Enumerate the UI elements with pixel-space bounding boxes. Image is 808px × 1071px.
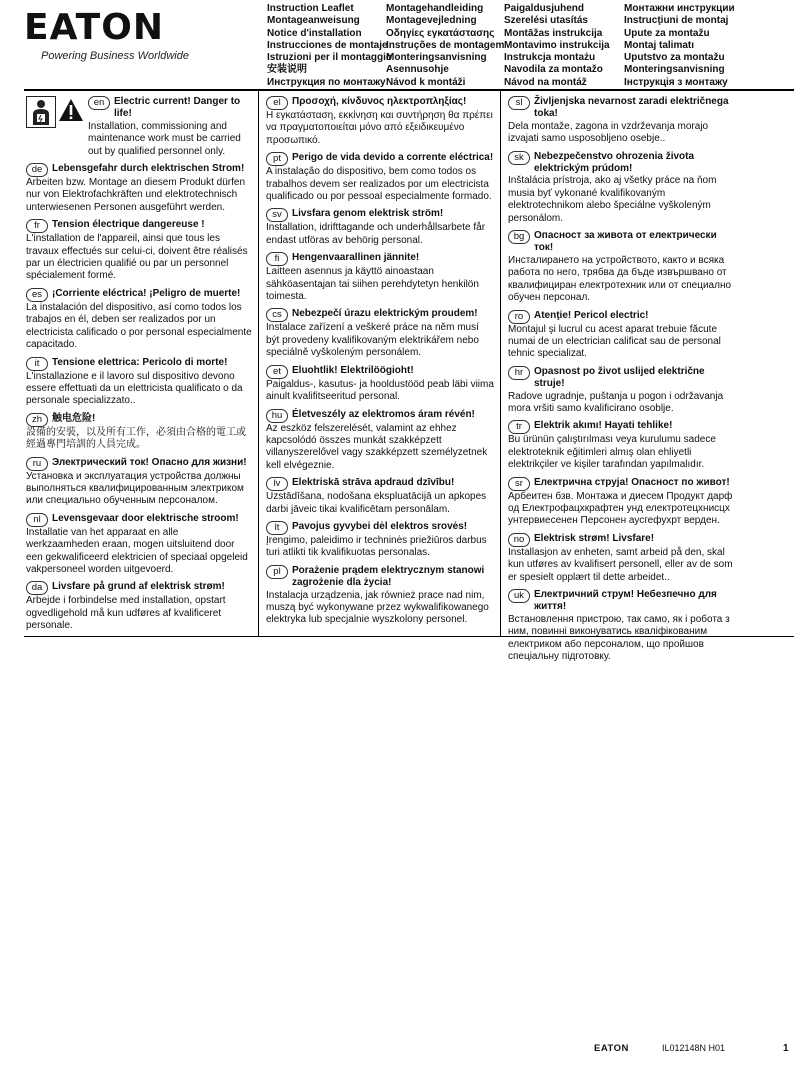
language-code: pt [266, 152, 288, 166]
language-code: et [266, 365, 288, 379]
language-code: ru [26, 457, 48, 471]
warning-text: Įrengimo, paleidimo ir techninės priežiūros darbus turi atlikti tik kvalifikuotas personalas. [266, 534, 487, 559]
warning-block-es [26, 288, 252, 352]
warning-text: Paigaldus-, kasutus- ja hooldustööd peab läbi viima ainult kvalifitseeritud personal. [266, 378, 494, 403]
warning-title: Nebezpečenstvo ohrozenia života elektrickým prúdom! [534, 150, 695, 175]
warning-block-ro [508, 310, 736, 361]
warning-text: Az eszköz felszerelését, valamint az ehhez kapcsolódó összes munkát szakképzett villanyszerelővel vagy szakképzett személyzetnek kell elvégeznie. [266, 422, 488, 471]
title-line: Upute za montažu [624, 27, 710, 39]
warning-text: Arbejde i forbindelse med installation, opstart ogvedligehold må kun udføres af kvalificeret personale. [26, 595, 226, 632]
title-line: Instrucciones de montaje [267, 39, 388, 51]
language-code: lv [266, 477, 288, 491]
warning-triangle-icon [58, 98, 84, 126]
warning-text: Bu ürünün çalıştırılması veya kurulumu sadece elektroteknik eğitimleri almış olan ehliyetli elektrikçiler ve kişiler tarafından yapılmalıdır. [508, 434, 716, 471]
warning-title: Tensione elettrica: Pericolo di morte! [52, 356, 228, 368]
warning-title: Atenţie! Pericol electric! [534, 309, 649, 321]
language-code: sk [508, 151, 530, 165]
warning-text: Instalacja urządzenia, jak również prace nad nim, muszą być wykonywane przez wykwalifikowanego elektryka lub specjalnie wyszkolony personel. [266, 589, 489, 626]
column-3 [508, 96, 736, 668]
warning-block-sl [508, 96, 736, 146]
warning-block-et [266, 365, 494, 404]
title-line: Uputstvo za montažu [624, 52, 725, 64]
title-line: Montageanweisung [267, 15, 360, 27]
eaton-logo [24, 7, 254, 62]
warning-block-ru [26, 457, 252, 508]
brand-wordmark: EATON [24, 7, 164, 48]
warning-title: Lebensgefahr durch elektrischen Strom! [52, 163, 245, 175]
warning-title: Elektriskā strāva apdraud dzīvību! [292, 477, 455, 489]
language-code: it [26, 357, 48, 371]
column-divider [500, 91, 501, 636]
language-code: hu [266, 409, 288, 423]
warning-block-fi [266, 252, 494, 303]
warning-text: Встановлення пристрою, так само, як і робота з ним, повинні виконуватись кваліфікованим електриком або персоналом, що пройшов спеціальну підготовку. [508, 613, 730, 663]
warning-title: Livsfare på grund af elektrisk strøm! [52, 581, 225, 593]
warning-block-de [26, 163, 252, 214]
language-code: zh [26, 413, 48, 427]
warning-text: Η εγκατάσταση, εκκίνηση και συντήρηση θα πρέπει να πραγματοποιείται μόνο από εξειδικευμένο προσωπικό. [266, 110, 493, 146]
warning-text: L'installation de l'appareil, ainsi que tous les travaux effectués sur celui-ci, doivent être réalisés par un électricien qualifié ou par un personnel spécialement formé. [26, 233, 248, 282]
warning-title: Porażenie prądem elektrycznym stanowi zagrożenie dla życia! [292, 564, 485, 589]
warning-title: Електричний струм! Небезпечно для життя! [534, 589, 717, 613]
warning-text: Installatie van het apparaat en alle werkzaamheden eraan, mogen uitsluitend door een gekwalificeerd elektricien of speciaal opgeleid vakpersoneel worden uitgevoerd. [26, 526, 248, 575]
warning-title: Електрична струја! Опасност по живот! [534, 476, 730, 488]
page-number: 1 [783, 1043, 789, 1054]
title-line: Návod na montáž [504, 76, 587, 88]
title-line: Montāžas instrukcija [504, 27, 603, 39]
warning-block-it [26, 357, 252, 408]
language-code: sv [266, 208, 288, 222]
title-line: Návod k montáži [386, 76, 466, 88]
language-code: da [26, 581, 48, 595]
warning-title: Электрический ток! Опасно для жизни! [52, 456, 247, 468]
title-line: Navodila za montažo [504, 64, 603, 76]
language-code: fr [26, 219, 48, 233]
title-line: Инструкция по монтажу [267, 76, 386, 88]
warning-block-lv [266, 477, 494, 516]
language-code: fi [266, 252, 288, 266]
warning-block-bg [508, 230, 736, 304]
column-2 [266, 96, 494, 632]
qualified-person-icon [26, 96, 56, 128]
warning-block-sk [508, 151, 736, 225]
warning-title: Hengenvaarallinen jännite! [292, 252, 420, 264]
warning-title: Perigo de vida devido a corrente eléctrica! [292, 152, 494, 164]
language-code: uk [508, 589, 530, 603]
warning-block-zh [26, 413, 252, 452]
title-line: Οδηγίες εγκατάστασης [386, 27, 495, 39]
title-line: Instrukcja montażu [504, 52, 596, 64]
warning-text: Инсталирането на устройството, както и всяка работа по него, трябва да бъде извършвано от квалифициран електротехник или от специално обучен персонал. [508, 254, 732, 304]
language-code: bg [508, 230, 530, 244]
title-line: Monteringsanvisning [624, 64, 725, 76]
language-code: tr [508, 420, 530, 434]
warning-block-uk [508, 589, 736, 663]
footer-brand: EATON [594, 1043, 629, 1054]
language-code: no [508, 533, 530, 547]
warning-text: Radove ugradnje, puštanja u pogon i održavanja mora vršiti samo kvalificirano osoblje. [508, 390, 724, 414]
warning-block-no [508, 533, 736, 584]
warning-block-hr [508, 366, 736, 416]
language-code: nl [26, 513, 48, 527]
warning-text: Установка и эксплуатация устройства должны выполняться квалифицированным электриком или специально обученным персоналом. [26, 470, 244, 507]
title-line: Asennusohje [386, 64, 449, 76]
warning-block-tr [508, 420, 736, 471]
warning-text: Installasjon av enheten, samt arbeid på den, skal kun utføres av kvalifisert personell, eller av de som er spesielt opplært til dette arbeidet.. [508, 546, 733, 583]
warning-title: Levensgevaar door elektrische stroom! [52, 512, 239, 524]
warning-block-pl [266, 565, 494, 627]
title-line: Інструкція з монтажу [624, 76, 728, 88]
warning-text: Instalace zařízení a veškeré práce na něm musí být provedeny kvalifikovaným elektrikářem nebo speciálně vyškoleným personálem. [266, 322, 479, 359]
title-line: Монтажни инструкции [624, 3, 735, 14]
title-group-3 [504, 3, 610, 89]
title-group-4 [624, 3, 735, 89]
title-line: Monteringsanvisning [386, 52, 487, 64]
warning-text: Arbeiten bzw. Montage an diesem Produkt dürfen nur von Elektrofachkräften und elektrotechnisch unterwiesenen Personen ausgeführt werden. [26, 177, 246, 213]
warning-title: Elektrik akımı! Hayati tehlike! [534, 420, 673, 432]
warning-block-el [266, 96, 494, 147]
language-code: ro [508, 310, 530, 324]
warning-block-lt [266, 521, 494, 560]
warning-block-en [26, 96, 252, 158]
column-1 [26, 96, 252, 638]
warning-title: Προσοχή, κίνδυνος ηλεκτροπληξίας! [292, 96, 467, 107]
title-line: Montaj talimatı [624, 39, 695, 51]
language-code: de [26, 163, 48, 177]
title-group-2 [386, 3, 504, 89]
title-line: Instrucţiuni de montaj [624, 15, 729, 27]
warning-title: ¡Corriente eléctrica! ¡Peligro de muerte! [52, 287, 241, 299]
warning-title: Pavojus gyvybei dėl elektros srovės! [292, 520, 468, 532]
warning-title: Életveszély az elektromos áram révén! [292, 408, 475, 420]
warning-title: Elektrisk strøm! Livsfare! [534, 532, 655, 544]
warning-text: Installation, commissioning and maintenance work must be carried out by qualified personnel only. [88, 120, 241, 157]
title-line: Montagehandleiding [386, 3, 484, 14]
warning-title: Tension électrique dangereuse ! [52, 219, 205, 231]
language-code: hr [508, 366, 530, 380]
language-code: es [26, 288, 48, 302]
warning-title: Electric current! Danger to life! [114, 96, 241, 120]
warning-text: La instalación del dispositivo, así como todos los trabajos en él, deben ser realizados por un electricista calificado o por personal especialmente capacitado. [26, 301, 252, 351]
warning-block-hu [266, 409, 494, 473]
warning-title: Opasnost po život uslijed električne struje! [534, 365, 705, 390]
title-line: Montavimo instrukcija [504, 39, 610, 51]
warning-block-da [26, 581, 252, 632]
title-line: Notice d'installation [267, 27, 362, 39]
language-code: el [266, 96, 288, 110]
warning-block-sr [508, 477, 736, 528]
warning-block-fr [26, 219, 252, 283]
title-group-1 [267, 3, 392, 89]
brand-tagline: Powering Business Worldwide [41, 50, 189, 62]
warning-title: 触电危险! [52, 412, 96, 424]
warning-text: Dela montaže, zagona in vzdrževanja morajo izvajati samo usposobljeno osebje.. [508, 120, 709, 145]
warning-title: Nebezpečí úrazu elektrickým proudem! [292, 308, 478, 320]
language-code: cs [266, 308, 288, 322]
warning-title: Опасност за живота от електрически ток! [534, 230, 717, 254]
warning-block-nl [26, 513, 252, 577]
top-rule [24, 89, 794, 91]
warning-text: L'installazione e il lavoro sul dispositivo devono essere effettuati da un elettricista qualificato o da personale specializzato.. [26, 370, 243, 407]
warning-block-sv [266, 208, 494, 247]
title-line: Paigaldusjuhend [504, 3, 585, 14]
warning-text: A instalação do dispositivo, bem como todos os trabalhos devem ser realizados por um electricista qualificado ou por pessoal especialmente formado. [266, 166, 492, 203]
document-number: IL012148N H01 [662, 1043, 726, 1053]
column-divider [258, 91, 259, 636]
warning-title: Eluohtlik! Elektrilöögioht! [292, 364, 414, 376]
warning-text: 設備的安裝，以及所有工作，必須由合格的電工或經過專門培訓的人員完成。 [26, 426, 246, 451]
warning-block-cs [266, 308, 494, 359]
warning-icons [26, 96, 86, 128]
title-line: Istruzioni per il montaggio [267, 52, 392, 64]
language-code: sl [508, 96, 530, 110]
warning-text: Montajul şi lucrul cu acest aparat trebuie făcute numai de un electrician calificat sau de personal tehnic specializat. [508, 323, 721, 360]
warning-text: Uzstādīšana, nodošana ekspluatācijā un apkopes darbi jāveic tikai kvalificētam personālam. [266, 491, 487, 515]
title-line: Instruções de montagem [386, 39, 505, 51]
title-line: Instruction Leaflet [267, 3, 354, 14]
language-code: en [88, 96, 110, 110]
language-code: pl [266, 565, 288, 579]
warning-title: Življenjska nevarnost zaradi električnega toka! [534, 96, 729, 120]
title-line: Montagevejledning [386, 15, 477, 27]
warning-text: Inštalácia prístroja, ako aj všetky práce na ňom musia byť vykonané kvalifikovaným elektrotechnikom alebo špeciálne vyškoleným personálom. [508, 175, 717, 224]
warning-title: Livsfara genom elektrisk ström! [292, 208, 444, 220]
warning-text: Laitteen asennus ja käyttö ainoastaan sähköasentajan tai siihen perehdytetyn henkilön toimesta. [266, 266, 479, 303]
language-code: sr [508, 477, 530, 491]
warning-text: Installation, idrifttagande och underhållsarbete får endast utföras av behörig personal. [266, 222, 486, 246]
language-code: lt [266, 521, 288, 535]
warning-block-pt [266, 152, 494, 203]
title-line: 安装说明 [267, 64, 307, 76]
warning-text: Арбеитен бзв. Монтажа и диесем Продукт дарф од Електрофацхкрафтен унд електротецхнисцх унтервиесенен Персонен аусгефухрт верден. [508, 490, 733, 527]
title-line: Szerelési utasítás [504, 15, 588, 27]
